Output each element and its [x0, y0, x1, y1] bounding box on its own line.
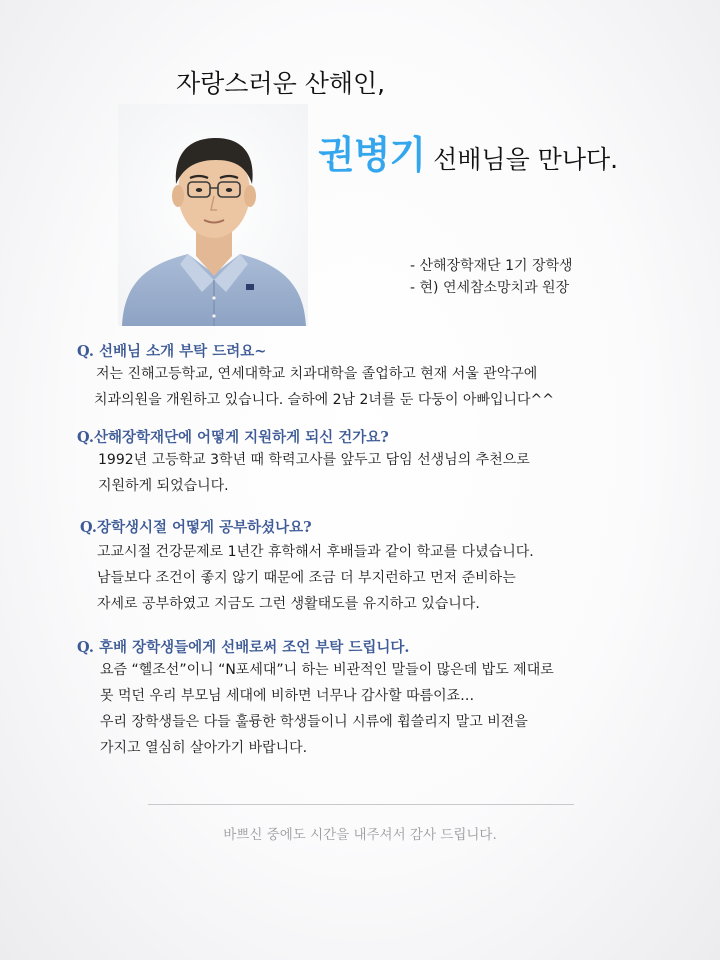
answer-4 [100, 657, 554, 761]
profile-roles [410, 255, 573, 299]
answer-line: 지원하게 되었습니다. [98, 478, 229, 494]
answer-line: 치과의원을 개원하고 있습니다. 슬하에 2남 2녀를 둔 다둥이 아빠입니다^^ [94, 392, 554, 408]
alumnus-name: 권병기 [318, 133, 426, 177]
answer-3 [97, 539, 534, 617]
answer-line: 고교시절 건강문제로 1년간 휴학해서 후배들과 같이 학교를 다녔습니다. [97, 544, 534, 560]
question-2: Q.산해장학재단에 어떻게 지원하게 되신 건가요? [77, 429, 389, 446]
answer-line: 저는 진해고등학교, 연세대학교 치과대학을 졸업하고 현재 서울 관악구에 [96, 366, 538, 382]
title-suffix: 선배님을 만나다. [433, 145, 619, 174]
question-1: Q. 선배님 소개 부탁 드려요~ [77, 343, 267, 360]
footer-thanks: 바쁘신 중에도 시간을 내주셔서 감사 드립니다. [223, 827, 497, 843]
divider [148, 804, 574, 805]
answer-line: 가지고 열심히 살아가기 바랍니다. [100, 740, 308, 756]
answer-line: 1992년 고등학교 3학년 때 학력고사를 앞두고 담임 선생님의 추천으로 [98, 452, 530, 468]
answer-2 [98, 447, 530, 499]
question-3: Q.장학생시절 어떻게 공부하셨나요? [80, 519, 312, 536]
answer-line: 요즘 “헬조선”이니 “N포세대”니 하는 비관적인 말들이 많은데 밥도 제대로 [100, 662, 554, 678]
page-title-line1: 자랑스러운 산해인, [176, 69, 386, 98]
answer-line: 우리 장학생들은 다들 훌륭한 학생들이니 시류에 휩쓸리지 말고 비젼을 [100, 714, 528, 730]
answer-line: 못 먹던 우리 부모님 세대에 비하면 너무나 감사할 따름이죠… [100, 688, 475, 704]
answer-line: 자세로 공부하였고 지금도 그런 생활태도를 유지하고 있습니다. [97, 596, 480, 612]
role-line: - 현) 연세참소망치과 원장 [410, 280, 570, 296]
page-title-line2 [318, 124, 618, 179]
portrait-photo [118, 104, 308, 326]
question-4: Q. 후배 장학생들에게 선배로써 조언 부탁 드립니다. [77, 639, 410, 656]
role-line: - 산해장학재단 1기 장학생 [410, 258, 573, 274]
answer-1 [96, 361, 554, 413]
answer-line: 남들보다 조건이 좋지 않기 때문에 조금 더 부지런하고 먼저 준비하는 [97, 570, 516, 586]
